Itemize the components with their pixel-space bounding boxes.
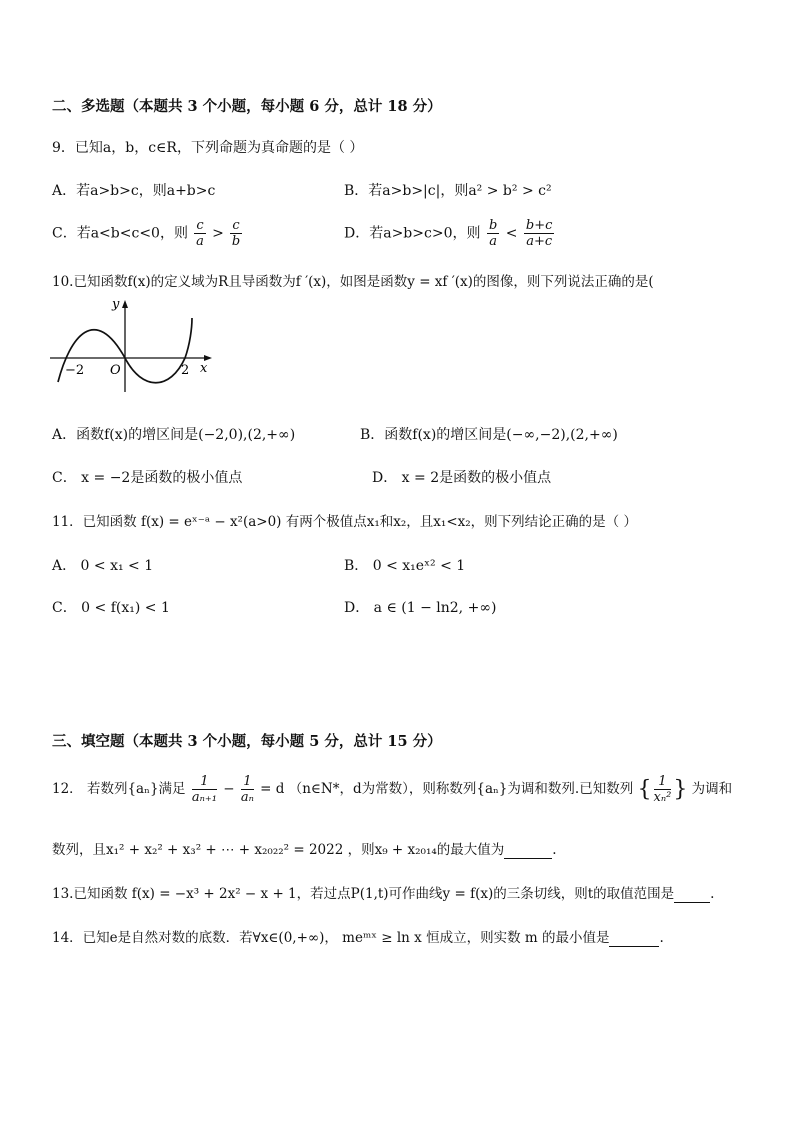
fraction-denominator: a xyxy=(489,234,497,249)
y-axis-arrow-icon xyxy=(122,300,128,308)
q13-text: 13.已知函数 f(x) = −x³ + 2x² − x + 1，若过点P(1,t)可作曲线y = f(x)的三条切线，则t的取值范围是 xyxy=(52,886,675,902)
q10-option-c: C． x = −2是函数的极小值点 xyxy=(52,470,243,486)
q9-option-d xyxy=(344,218,556,249)
q9-option-d-fraction-2 xyxy=(524,218,555,249)
fraction-numerator: 1 xyxy=(192,774,217,790)
q13-end: . xyxy=(710,886,715,902)
fraction-denominator: b xyxy=(231,234,241,249)
q9-option-d-fraction-1 xyxy=(487,218,499,249)
fraction-denominator: a xyxy=(196,234,204,249)
fraction-numerator: 1 xyxy=(241,774,254,790)
answer-blank[interactable] xyxy=(674,886,710,903)
fraction-denominator: aₙ₊₁ xyxy=(191,790,217,805)
q12-part-2: = d （n∈N*，d为常数），则称数列{aₙ}为调和数列.已知数列 xyxy=(260,781,634,797)
q9-option-d-relation: < xyxy=(505,225,518,242)
q14 xyxy=(52,926,664,947)
tick-label-negative: −2 xyxy=(65,363,85,378)
q11-option-d: D． a ∈ (1 − ln2, +∞) xyxy=(344,600,497,616)
q9-option-c xyxy=(52,218,244,249)
q14-text: 14．已知e是自然对数的底数．若∀x∈(0,+∞)， meᵐˣ ≥ ln x 恒成立，则实数 m 的最小值是 xyxy=(52,930,610,946)
q9-option-c-fraction-1 xyxy=(194,218,205,249)
q9-option-c-fraction-2 xyxy=(230,218,241,249)
fraction-numerator: c xyxy=(232,218,240,233)
q9-option-d-label: D．若a>b>c>0，则 xyxy=(344,225,481,242)
fraction-numerator: c xyxy=(196,218,204,233)
q12-fraction-2 xyxy=(241,774,254,805)
q12-line-2-end: . xyxy=(552,842,557,858)
q11-option-a: A． 0 < x₁ < 1 xyxy=(52,558,154,574)
fraction-denominator: a+c xyxy=(526,234,553,249)
q9-option-a: A．若a>b>c，则a+b>c xyxy=(52,183,216,199)
fraction-denominator: aₙ xyxy=(240,790,254,805)
fraction-numerator: b xyxy=(488,218,498,233)
right-brace: } xyxy=(673,777,688,802)
y-axis-label: y xyxy=(112,297,120,312)
q9-option-b: B．若a>b>|c|，则a² > b² > c² xyxy=(344,183,552,199)
q12-brace-fraction xyxy=(654,774,672,805)
q9-option-c-relation: > xyxy=(212,225,224,242)
fraction-denominator: xₙ² xyxy=(653,790,672,805)
q12-fraction-1 xyxy=(192,774,217,805)
q11-option-b: B． 0 < x₁eˣ² < 1 xyxy=(344,558,466,574)
tick-label-positive: 2 xyxy=(181,363,190,378)
section-title-fill-in: 三、填空题（本题共 3 个小题，每小题 5 分，总计 15 分） xyxy=(52,733,442,750)
q12-line-2-text: 数列，且x₁² + x₂² + x₃² + ⋯ + x₂₀₂₂² = 2022 ，则x₉ + x₂₀₁₄的最大值为 xyxy=(52,842,505,858)
q11-stem: 11．已知函数 f(x) = eˣ⁻ᵃ − x²(a>0) 有两个极值点x₁和x₂，且x₁<x₂，则下列结论正确的是（ ） xyxy=(52,514,637,530)
q12-line-1 xyxy=(52,774,732,805)
q10-option-a: A．函数f(x)的增区间是(−2,0),(2,+∞) xyxy=(52,427,296,443)
q12-line-2 xyxy=(52,838,557,859)
fraction-numerator: 1 xyxy=(654,774,672,790)
q10-stem: 10.已知函数f(x)的定义域为R且导函数为f ′(x)，如图是函数y = xf ′(x)的图像，则下列说法正确的是( xyxy=(52,274,654,290)
q12-part-1: 12． 若数列{aₙ}满足 xyxy=(52,781,186,797)
x-axis-label: x xyxy=(200,361,208,376)
q12-minus: − xyxy=(223,781,235,797)
left-brace: { xyxy=(637,777,652,802)
q9-option-c-label: C．若a<b<c<0，则 xyxy=(52,225,188,242)
section-title-multiple-choice: 二、多选题（本题共 3 个小题，每小题 6 分，总计 18 分） xyxy=(52,98,442,115)
fraction-numerator: b+c xyxy=(525,218,553,233)
origin-label: O xyxy=(110,363,121,378)
q11-option-c: C． 0 < f(x₁) < 1 xyxy=(52,600,170,616)
q13 xyxy=(52,882,714,903)
q12-part-3: 为调和 xyxy=(691,781,733,797)
q14-end: . xyxy=(659,930,664,946)
answer-blank[interactable] xyxy=(609,930,659,947)
answer-blank[interactable] xyxy=(504,842,552,859)
q10-derivative-graph xyxy=(50,296,220,394)
q10-option-d: D． x = 2是函数的极小值点 xyxy=(372,470,552,486)
q9-stem: 9．已知a，b，c∈R，下列命题为真命题的是（ ） xyxy=(52,140,364,156)
q10-option-b: B．函数f(x)的增区间是(−∞,−2),(2,+∞) xyxy=(360,427,618,443)
